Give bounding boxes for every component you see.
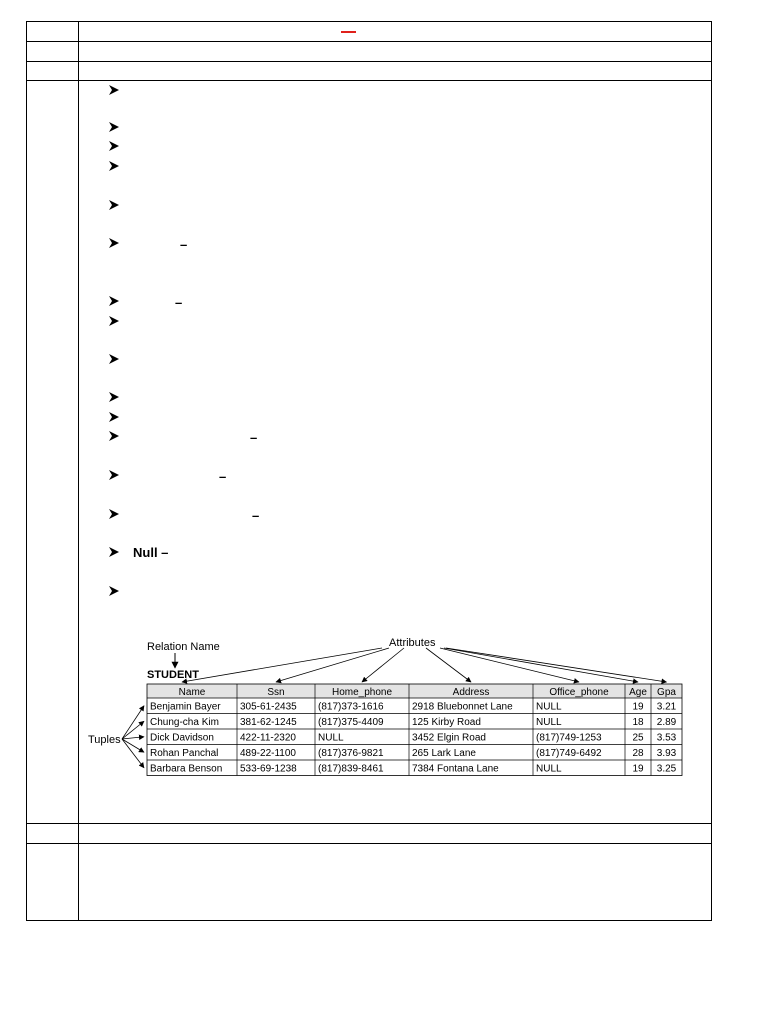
null-term: Null –	[133, 545, 169, 560]
row-divider	[26, 61, 712, 62]
bullet-arrow-icon	[108, 411, 120, 423]
student-relation-figure	[84, 632, 688, 782]
table-cell: 19	[632, 763, 644, 775]
bullet-arrow-icon	[108, 121, 120, 133]
dash-mark: –	[219, 469, 227, 484]
column-header: Office_phone	[549, 687, 609, 698]
table-cell: 3.53	[656, 732, 677, 744]
column-header: Home_phone	[331, 687, 393, 698]
table-cell: 3.93	[656, 748, 677, 759]
bullet-arrow-icon	[108, 469, 120, 481]
table-cell: Rohan Panchal	[150, 748, 219, 759]
relation-name-label: Relation Name	[147, 641, 220, 653]
bullet-arrow-icon	[108, 430, 120, 442]
table-cell: 125 Kirby Road	[412, 717, 481, 728]
tuples-label: Tuples	[88, 734, 121, 746]
tuple-arrow	[122, 721, 144, 739]
dash-mark: –	[175, 295, 183, 310]
table-cell: (817)839-8461	[318, 763, 384, 775]
table-cell: 2.89	[656, 717, 677, 728]
table-cell: 25	[632, 732, 644, 744]
column-header: Name	[178, 687, 206, 698]
bullet-arrow-icon	[108, 140, 120, 152]
bullet-arrow-icon	[108, 546, 120, 558]
row-divider	[26, 843, 712, 844]
table-cell: 305-61-2435	[240, 701, 297, 713]
column-header: Address	[452, 687, 490, 698]
table-cell: 533-69-1238	[240, 763, 297, 775]
attribute-arrow	[362, 648, 404, 682]
bullet-arrow-icon	[108, 199, 120, 211]
bullet-arrow-icon	[108, 295, 120, 307]
table-cell: Dick Davidson	[150, 732, 214, 744]
row-divider	[26, 823, 712, 824]
table-cell: 19	[632, 701, 644, 713]
dash-mark: –	[252, 508, 260, 523]
bullet-arrow-icon	[108, 84, 120, 96]
table-cell: Benjamin Bayer	[150, 701, 221, 713]
table-cell: 2918 Bluebonnet Lane	[412, 701, 513, 713]
bullet-arrow-icon	[108, 585, 120, 597]
row-divider	[26, 80, 712, 81]
row-divider	[26, 41, 712, 42]
table-cell: (817)749-1253	[536, 732, 602, 744]
table-cell: (817)375-4409	[318, 717, 384, 728]
tuple-arrow	[122, 739, 144, 768]
table-cell: 28	[632, 748, 644, 759]
table-cell: 265 Lark Lane	[412, 748, 476, 759]
table-cell: 3.25	[656, 763, 677, 775]
bullet-arrow-icon	[108, 315, 120, 327]
table-cell: NULL	[536, 763, 562, 775]
table-cell: 422-11-2320	[240, 732, 296, 744]
bullet-arrow-icon	[108, 508, 120, 520]
column-header: Age	[629, 687, 647, 698]
attribute-arrow	[182, 648, 382, 682]
tuple-arrow	[122, 706, 144, 739]
table-cell: 3452 Elgin Road	[412, 732, 486, 744]
table-cell: 18	[632, 717, 644, 728]
column-header: Gpa	[657, 687, 676, 698]
table-cell: (817)373-1616	[318, 701, 384, 713]
bullet-arrow-icon	[108, 160, 120, 172]
page-table-frame	[26, 21, 712, 921]
table-cell: (817)749-6492	[536, 748, 602, 759]
tuple-arrow	[122, 739, 144, 752]
title-red-mark	[341, 31, 356, 33]
attributes-label: Attributes	[389, 637, 436, 649]
table-cell: 489-22-1100	[240, 748, 296, 759]
table-cell: (817)376-9821	[318, 748, 384, 759]
table-cell: NULL	[536, 701, 562, 713]
table-cell: 3.21	[656, 701, 677, 713]
tuple-arrow	[122, 737, 144, 739]
table-cell: 7384 Fontana Lane	[412, 763, 499, 775]
table-cell: 381-62-1245	[240, 717, 297, 728]
attribute-arrow	[276, 648, 389, 682]
attribute-arrow	[446, 648, 667, 682]
attribute-arrow	[426, 648, 471, 682]
table-cell: NULL	[318, 732, 344, 744]
dash-mark: –	[180, 237, 188, 252]
dash-mark: –	[250, 430, 258, 445]
table-cell: Chung-cha Kim	[150, 717, 219, 728]
bullet-arrow-icon	[108, 353, 120, 365]
column-divider	[78, 21, 79, 921]
table-cell: Barbara Benson	[150, 763, 223, 775]
table-name: STUDENT	[147, 669, 199, 681]
attribute-arrow	[444, 648, 638, 682]
column-header: Ssn	[267, 687, 285, 698]
bullet-arrow-icon	[108, 237, 120, 249]
table-cell: NULL	[536, 717, 562, 728]
bullet-arrow-icon	[108, 391, 120, 403]
